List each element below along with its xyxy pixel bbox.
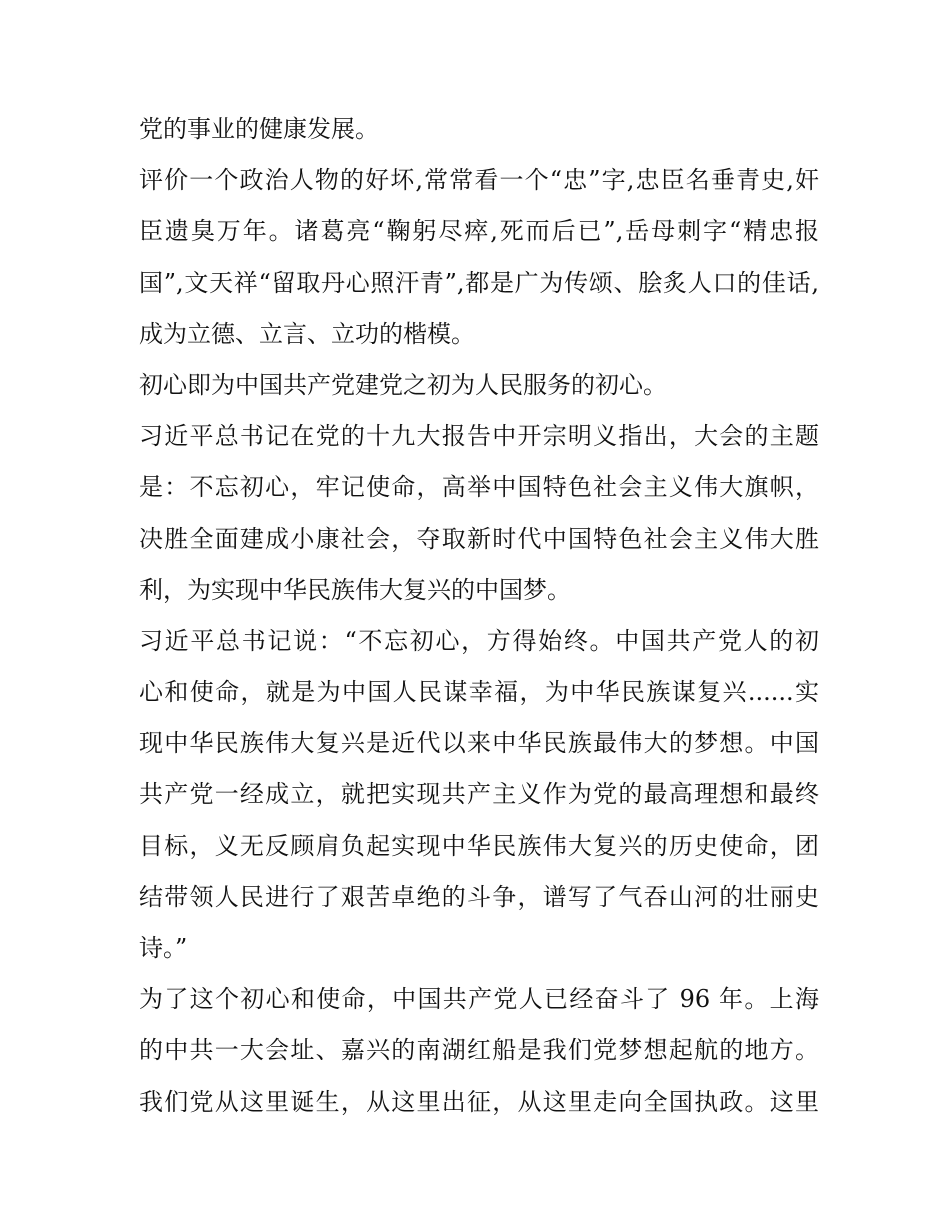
text-line: 党的事业的健康发展。 — [139, 115, 379, 143]
text-line: 成为立德、立言、立功的楷模。 — [139, 319, 475, 348]
text-line: 现中华民族伟大复兴是近代以来中华民族最伟大的梦想。中国 — [139, 729, 819, 758]
text-line: 评价一个政治人物的好坏,常常看一个“忠”字,忠臣名垂青史,奸 — [139, 166, 819, 195]
text-line: 是：不忘初心，牢记使命，高举中国特色社会主义伟大旗帜， — [139, 473, 819, 502]
text-line: 共产党一经成立，就把实现共产主义作为党的最高理想和最终 — [139, 780, 819, 809]
text-line: 习近平总书记说：“不忘初心，方得始终。中国共产党人的初 — [139, 626, 819, 655]
text-line: 臣遗臭万年。诸葛亮“鞠躬尽瘁,死而后已”,岳母刺字“精忠报 — [139, 217, 819, 246]
document-body — [139, 104, 819, 1128]
text-line: 决胜全面建成小康社会，夺取新时代中国特色社会主义伟大胜 — [139, 524, 819, 553]
text-line: 初心即为中国共产党建党之初为人民服务的初心。 — [139, 370, 667, 399]
text-line: 结带领人民进行了艰苦卓绝的斗争，谱写了气吞山河的壮丽史 — [139, 882, 819, 911]
text-line: 目标，义无反顾肩负起实现中华民族伟大复兴的历史使命，团 — [139, 831, 819, 860]
text-line: 心和使命，就是为中国人民谋幸福，为中华民族谋复兴......实 — [139, 678, 819, 707]
text-line: 利，为实现中华民族伟大复兴的中国梦。 — [139, 575, 571, 604]
text-line: 国”,文天祥“留取丹心照汗青”,都是广为传颂、脍炙人口的佳话, — [139, 268, 819, 297]
text-line: 习近平总书记在党的十九大报告中开宗明义指出，大会的主题 — [139, 422, 819, 451]
text-line: 诗。” — [139, 934, 188, 962]
text-line: 我们党从这里诞生，从这里出征，从这里走向全国执政。这里 — [139, 1087, 819, 1116]
text-line: 的中共一大会址、嘉兴的南湖红船是我们党梦想起航的地方。 — [139, 1036, 819, 1065]
text-line: 为了这个初心和使命，中国共产党人已经奋斗了 96 年。上海 — [139, 985, 819, 1014]
